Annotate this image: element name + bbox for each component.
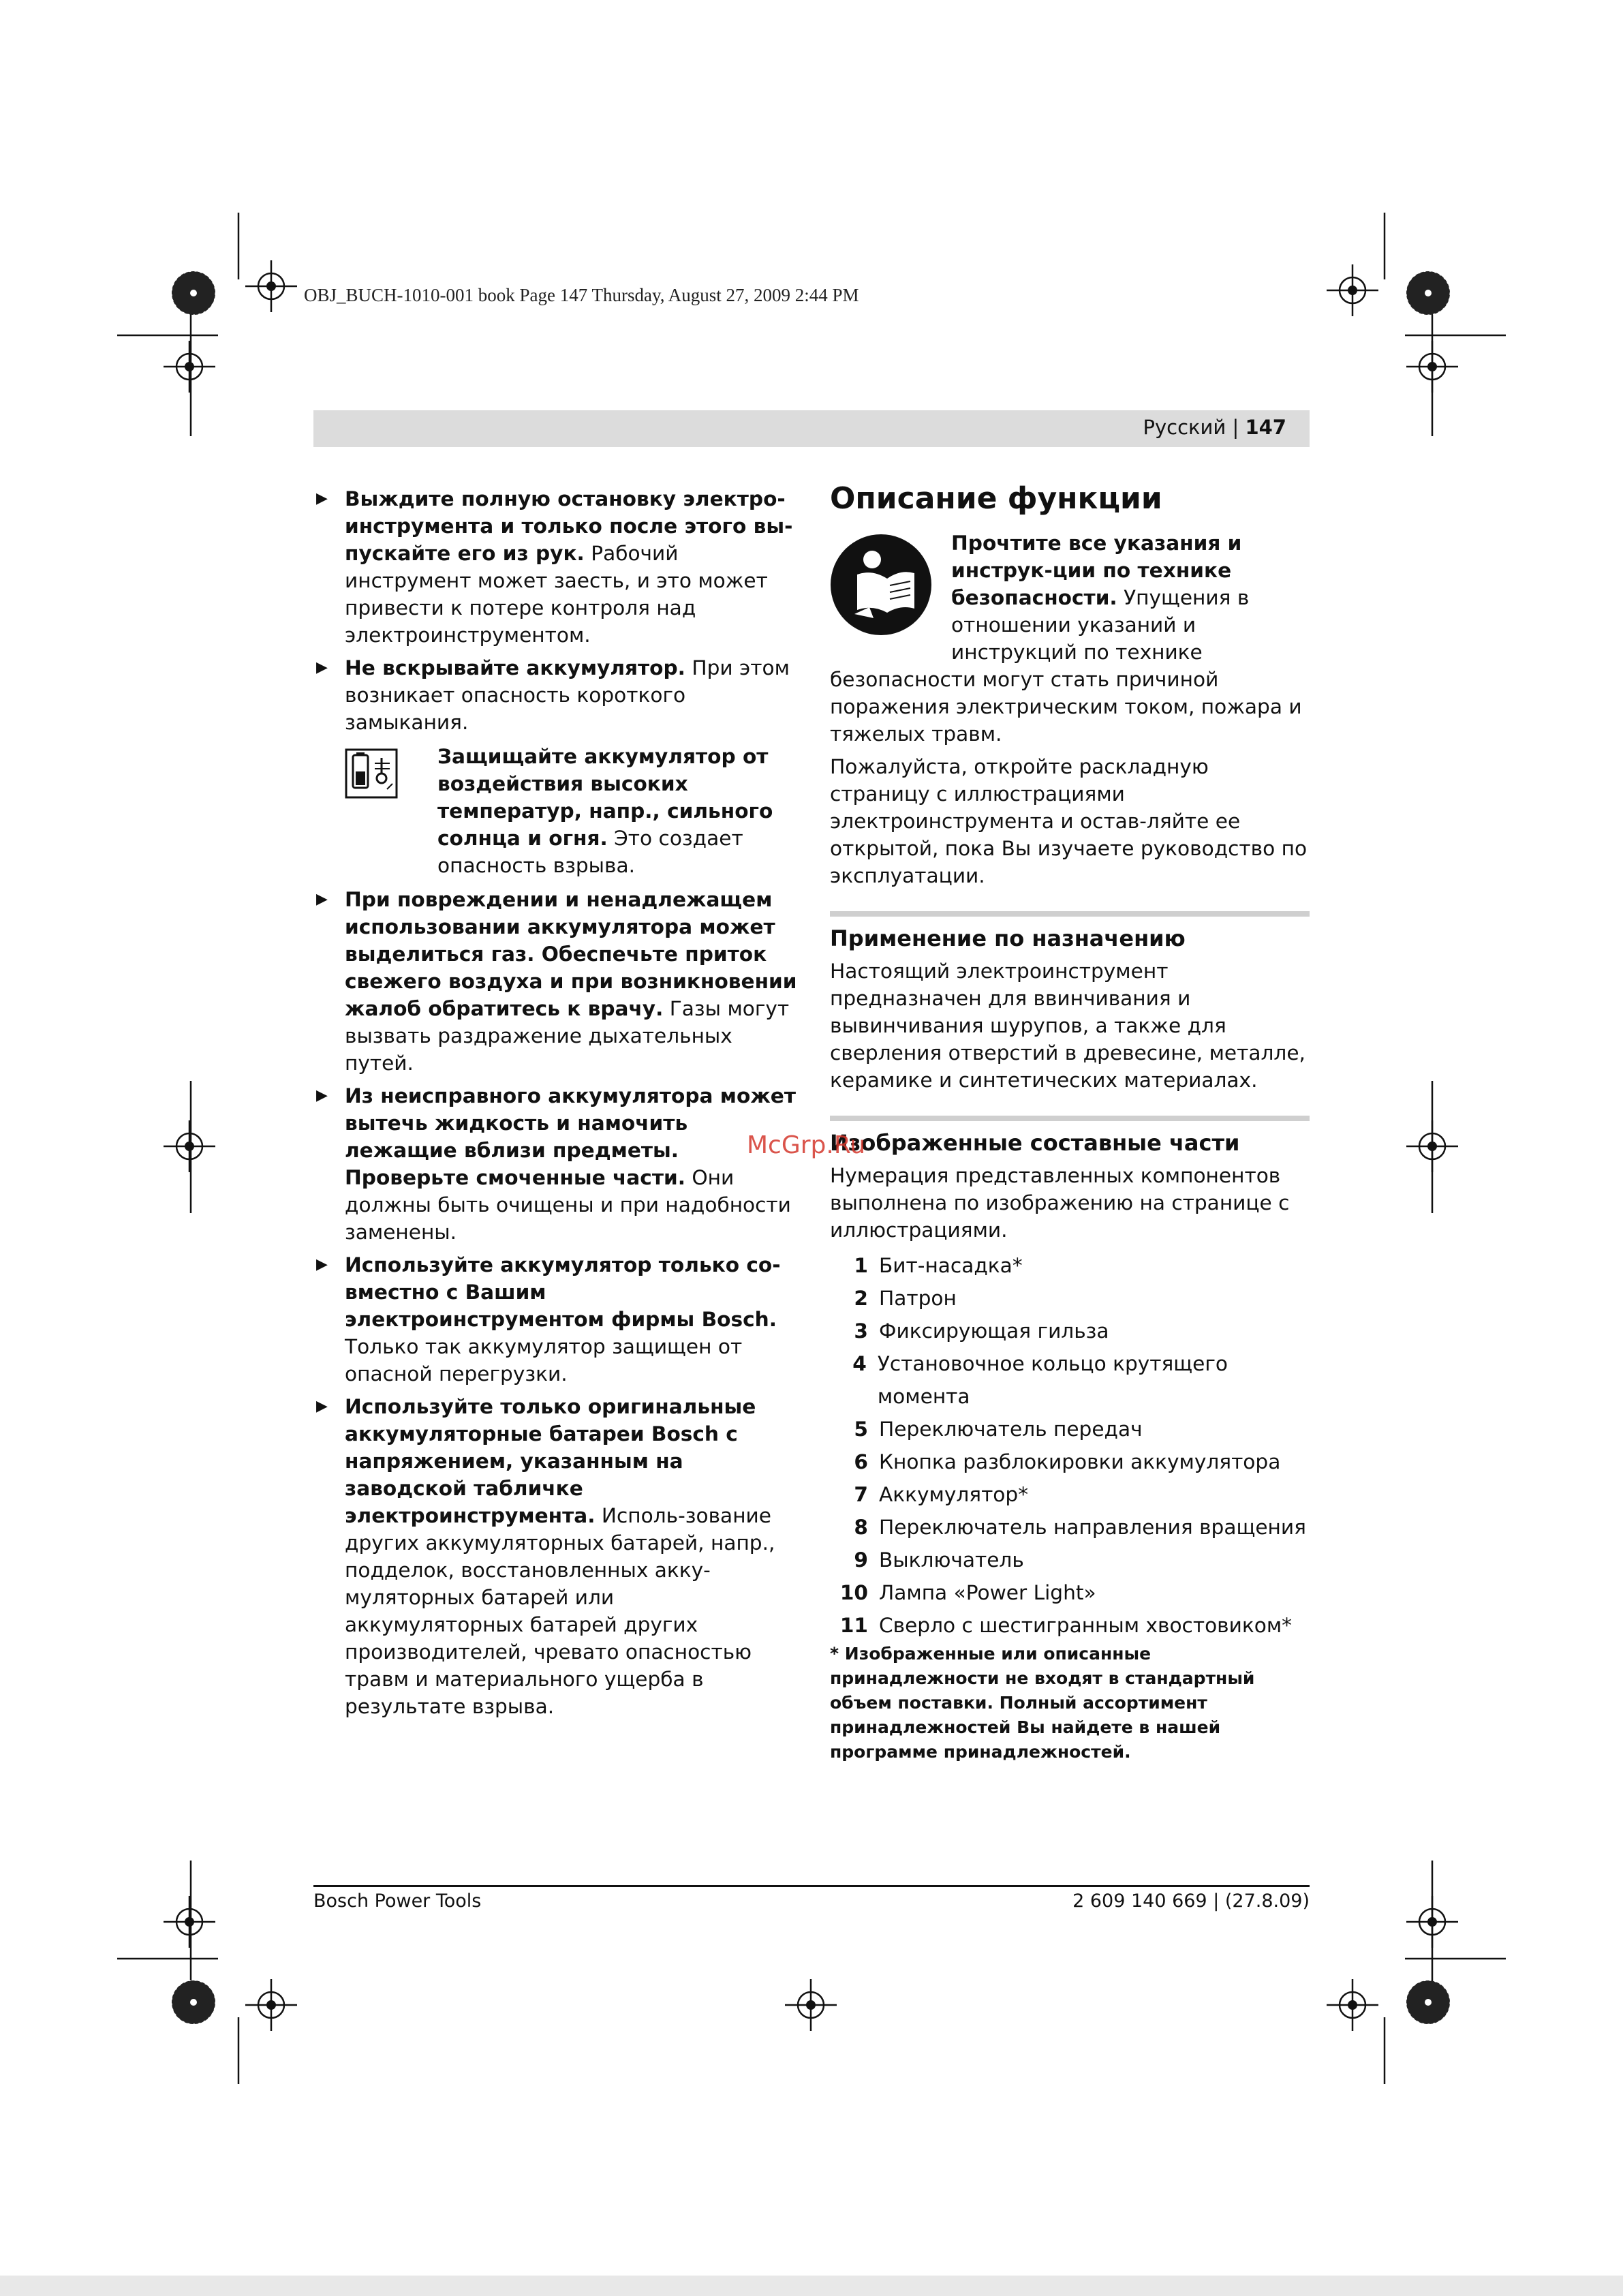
watermark: McGrp.Ru	[747, 1131, 866, 1159]
bullet-triangle-icon: ▶	[316, 490, 328, 507]
header-title	[1143, 416, 1286, 439]
list-item: 5 Переключатель передач	[854, 1418, 1143, 1441]
bullet-bold-text: Используйте только оригинальные аккумуляторные батареи Bosch с напряжением, указанным на заводской табличке электроинструмента.	[345, 1395, 756, 1527]
left-column	[313, 485, 799, 1726]
list-item: 3 Фиксирующая гильза	[854, 1319, 1109, 1343]
page-header	[313, 410, 1310, 447]
footer-divider	[313, 1885, 1310, 1887]
read-manual-notice	[830, 530, 1310, 748]
header-page-number: 147	[1245, 416, 1286, 439]
list-item: 6 Кнопка разблокировки аккумулятора	[854, 1450, 1281, 1473]
read-manual-text: Упущения в отношении указаний и инструкций по технике безопасности могут стать причиной поражения электрическим током, пожара и тяжелых травм.	[830, 586, 1302, 746]
section-title: Описание функции	[830, 481, 1162, 516]
bullet-bold-text: При повреждении и ненадлежащем использовании аккумулятора может выделиться газ. Обеспечьте приток свежего воздуха и при возникновении жалоб обратитесь к врачу.	[345, 888, 797, 1020]
fold-out-note: Пожалуйста, откройте раскладную страницу с иллюстрациями электроинструмента и остав-ляйте ее открытой, пока Вы изучаете руководство по эксплуатации.	[830, 755, 1308, 887]
components-intro: Нумерация представленных компонентов выполнена по изображению на странице с иллюстрациями.	[830, 1164, 1290, 1242]
print-slug-line: OBJ_BUCH-1010-001 book Page 147 Thursday, August 27, 2009 2:44 PM	[304, 285, 859, 305]
list-item: 4 Установочное кольцо крутящего момента	[852, 1352, 1228, 1408]
crop-marks-top	[117, 213, 1506, 436]
list-item: 11 Сверло с шестигранным хвостовиком*	[839, 1614, 1292, 1637]
bullet-text: Исполь-зование других аккумуляторных батарей, напр., подделок, восстановленных акку-муляторных батарей или аккумуляторных батарей других производителей, чревато опасностью травм и материального ущерба в результате взрыва.	[345, 1504, 775, 1718]
right-column	[830, 480, 1310, 1764]
safety-bullet-original-batteries	[313, 1393, 799, 1720]
list-item: 8 Переключатель направления вращения	[854, 1516, 1306, 1539]
list-item: 9 Выключатель	[854, 1548, 1024, 1572]
list-item: 1 Бит-насадка*	[854, 1254, 1023, 1277]
safety-bullet-do-not-open	[313, 654, 799, 736]
components-list	[830, 1249, 1310, 1642]
bullet-triangle-icon: ▶	[316, 1398, 328, 1415]
intended-use-heading: Применение по назначению	[830, 925, 1186, 951]
safety-bullet-gas	[313, 886, 799, 1077]
bullet-text: Газы могут вызвать раздражение дыхательных путей.	[345, 997, 790, 1075]
heat-warning	[345, 743, 799, 879]
bullet-triangle-icon: ▶	[316, 891, 328, 908]
bullet-bold-text: Выждите полную остановку электро-инструмента и только после этого вы-пускайте его из рук.	[345, 487, 793, 565]
header-separator: |	[1232, 416, 1239, 439]
safety-bullet-leak	[313, 1082, 799, 1246]
bullet-triangle-icon: ▶	[316, 1087, 328, 1104]
bullet-bold-text: Из неисправного аккумулятора может вытечь жидкость и намочить лежащие вблизи предметы. Проверьте смоченные части.	[345, 1084, 796, 1189]
components-heading: Изображенные составные части	[830, 1130, 1240, 1156]
scan-edge-strip	[0, 2276, 1623, 2296]
bullet-triangle-icon: ▶	[316, 659, 328, 676]
intended-use-text: Настоящий электроинструмент предназначен для ввинчивания и вывинчивания шурупов, а также для сверления отверстий в древесине, металле, керамике и синтетических материалах.	[830, 960, 1305, 1092]
footer-document-number: 2 609 140 669 | (27.8.09)	[1072, 1891, 1310, 1912]
bullet-triangle-icon: ▶	[316, 1256, 328, 1273]
bullet-text: Они должны быть очищены и при надобности заменены.	[345, 1166, 791, 1244]
bullet-bold-text: Не вскрывайте аккумулятор.	[345, 656, 685, 679]
section-divider	[830, 911, 1310, 917]
safety-bullet-bosch-only	[313, 1251, 799, 1388]
bullet-text: Только так аккумулятор защищен от опасной перегрузки.	[345, 1335, 743, 1386]
read-manual-icon	[830, 534, 932, 636]
warning-bold-text: Защищайте аккумулятор от воздействия высоких температур, напр., сильного солнца и огня.	[437, 745, 773, 850]
list-item: 7 Аккумулятор*	[854, 1483, 1028, 1506]
footer-brand: Bosch Power Tools	[313, 1891, 482, 1912]
list-item: 2 Патрон	[854, 1287, 957, 1310]
read-manual-bold-text: Прочтите все указания и инструк-ции по технике безопасности.	[951, 532, 1242, 609]
list-item: 10 Лампа «Power Light»	[839, 1581, 1096, 1604]
bullet-bold-text: Используйте аккумулятор только со-вместно с Вашим электроинструментом фирмы Bosch.	[345, 1253, 781, 1331]
accessories-footnote: * Изображенные или описанные принадлежности не входят в стандартный объем поставки. Полный ассортимент принадлежностей Вы найдете в нашей программе принадлежностей.	[830, 1644, 1255, 1762]
warning-text: Это создает опасность взрыва.	[437, 827, 743, 877]
bullet-text: Рабочий инструмент может заесть, и это может привести к потере контроля над электроинструментом.	[345, 542, 768, 647]
safety-bullet-stop-tool	[313, 485, 799, 649]
header-language: Русский	[1143, 416, 1226, 439]
section-divider	[830, 1116, 1310, 1121]
bullet-text: При этом возникает опасность короткого замыкания.	[345, 656, 790, 734]
battery-temperature-icon	[345, 748, 398, 799]
